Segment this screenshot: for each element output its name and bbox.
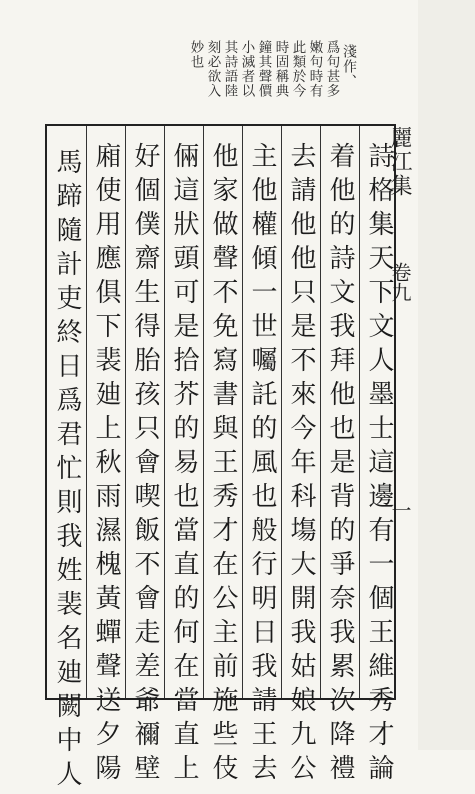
upper-note-8: 其詩語陸 (221, 40, 238, 98)
upper-note-2: 爲句甚多 (323, 40, 340, 98)
column-rule (242, 126, 243, 698)
upper-note-4: 此類於今 (289, 40, 306, 98)
text-frame (45, 124, 396, 794)
margin-folio: 一 (388, 500, 412, 520)
text-column-3: 去請他他只是不來今年科塲大開我姑娘九公 (286, 142, 316, 788)
margin-title: 麗江集 (387, 126, 412, 198)
upper-note-7: 小滅者以 (238, 40, 255, 98)
text-column-8: 廂使用應俱下裴廸上秋雨濕槐黃蟬聲送夕陽 (91, 142, 121, 788)
upper-note-5: 時固稱典 (272, 40, 289, 98)
text-column-2: 着他的詩文我拜他也是背的爭奈我累次降禮 (325, 142, 355, 788)
text-column-7: 好個僕齋生得胎孩只會喫飯不會走差爺禰壁 (130, 142, 160, 788)
upper-note-9: 刻必欲入 (204, 40, 221, 98)
upper-note-1: 淺作、 (341, 44, 357, 89)
upper-note-6: 鐘其聲價 (255, 40, 272, 98)
column-rule (320, 126, 321, 698)
column-rule (359, 126, 360, 698)
column-rule (203, 126, 204, 698)
column-rule (125, 126, 126, 698)
column-rule (86, 126, 87, 698)
text-column-1: 詩格集天下文人墨士這邊有一個王維秀才論 (364, 142, 394, 788)
upper-note-3: 嫩句時有 (306, 40, 323, 98)
column-rule (164, 126, 165, 698)
text-column-5: 他家做聲不免寫書與王秀才在公主前施些伎 (208, 142, 238, 788)
upper-note-10: 妙也 (187, 40, 204, 69)
text-column-4: 主他權傾一世囑託的風也般行明日我請王去 (247, 142, 277, 788)
text-column-6: 倆這狀頭可是拾芥的易也當直的何在當直上 (169, 142, 199, 788)
margin-chapter: 卷九 (388, 262, 412, 302)
column-rule (281, 126, 282, 698)
text-column-9: 馬蹄隨計吏終日爲君忙則我姓裴名廸闕中人 (52, 148, 82, 794)
